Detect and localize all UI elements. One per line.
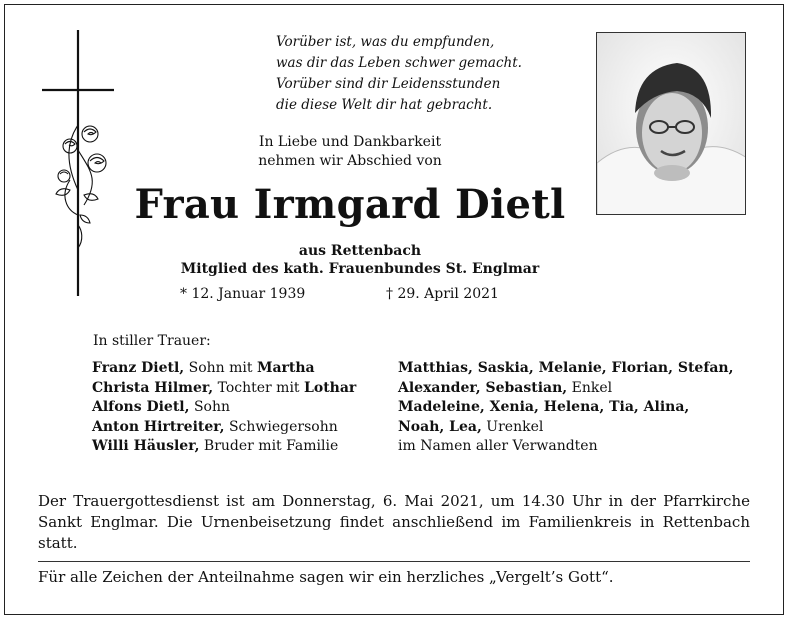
death-date: † 29. April 2021 xyxy=(386,286,499,302)
poem xyxy=(276,32,522,116)
mourner-name: Christa Hilmer, xyxy=(92,379,214,396)
mourner-name: Franz Dietl, xyxy=(92,360,185,376)
mourners-right xyxy=(398,359,733,457)
mourner-row xyxy=(398,398,733,418)
mourner-relation: Tochter mit xyxy=(213,379,305,396)
cross-with-roses-icon xyxy=(40,30,122,300)
membership: Mitglied des kath. Frauenbundes St. Englmar xyxy=(180,261,540,277)
mourner-relation: Sohn xyxy=(189,399,231,415)
mourner-partner: Martha xyxy=(256,360,315,376)
origin-block xyxy=(150,242,570,278)
mourner-names: Madeleine, Xenia, Helena, Tia, Alina, xyxy=(398,399,690,415)
origin: aus Rettenbach xyxy=(298,243,422,259)
poem-line: Vorüber sind dir Leidensstunden xyxy=(276,76,501,92)
deceased-name: Frau Irmgard Dietl xyxy=(134,181,566,228)
mourner-row xyxy=(92,437,356,457)
mourner-names: Noah, Lea, xyxy=(398,418,482,435)
mourner-row xyxy=(92,359,356,379)
divider xyxy=(38,561,750,562)
mourner-row xyxy=(92,418,356,438)
mourner-relation: Urenkel xyxy=(481,418,544,435)
mourners-left xyxy=(92,359,356,457)
service-text: Der Trauergottesdienst ist am Donnerstag, 6. Mai 2021, um 14.30 Uhr in der Pfarrkirche Sankt Englmar. Die Urnenbeisetzung findet anschließend im Familienkreis in Rettenbach statt. xyxy=(38,492,750,552)
mourner-relation: im Namen aller Verwandten xyxy=(398,438,598,454)
mourner-names: Alexander, Sebastian, xyxy=(398,379,568,396)
mourning-label: In stiller Trauer: xyxy=(93,333,211,349)
mourner-relation: Schwiegersohn xyxy=(224,418,338,435)
mourner-relation: Enkel xyxy=(567,379,613,396)
mourner-partner: Lothar xyxy=(304,379,357,396)
intro-line: nehmen wir Abschied von xyxy=(258,153,442,169)
intro-line: In Liebe und Dankbarkeit xyxy=(258,134,442,150)
mourner-row xyxy=(398,418,733,438)
mourner-row xyxy=(398,359,733,379)
mourner-name: Anton Hirtreiter, xyxy=(92,418,225,435)
intro-text xyxy=(200,133,500,171)
poem-line: was dir das Leben schwer gemacht. xyxy=(276,55,522,71)
mourner-relation: Bruder mit Familie xyxy=(199,438,339,454)
mourner-row xyxy=(92,379,356,399)
thanks-text: Für alle Zeichen der Anteilnahme sagen wir ein herzliches „Vergelt’s Gott“. xyxy=(38,568,614,586)
mourner-relation: Sohn mit xyxy=(184,360,257,376)
poem-line: Vorüber ist, was du empfunden, xyxy=(276,34,495,50)
poem-line: die diese Welt dir hat gebracht. xyxy=(276,97,493,113)
mourner-row xyxy=(398,437,733,457)
portrait-photo xyxy=(596,32,746,215)
mourner-row xyxy=(92,398,356,418)
mourner-names: Matthias, Saskia, Melanie, Florian, Stefan, xyxy=(398,360,734,376)
mourner-row xyxy=(398,379,733,399)
mourner-name: Willi Häusler, xyxy=(92,438,200,454)
mourner-name: Alfons Dietl, xyxy=(92,399,190,415)
birth-date: * 12. Januar 1939 xyxy=(180,286,306,302)
